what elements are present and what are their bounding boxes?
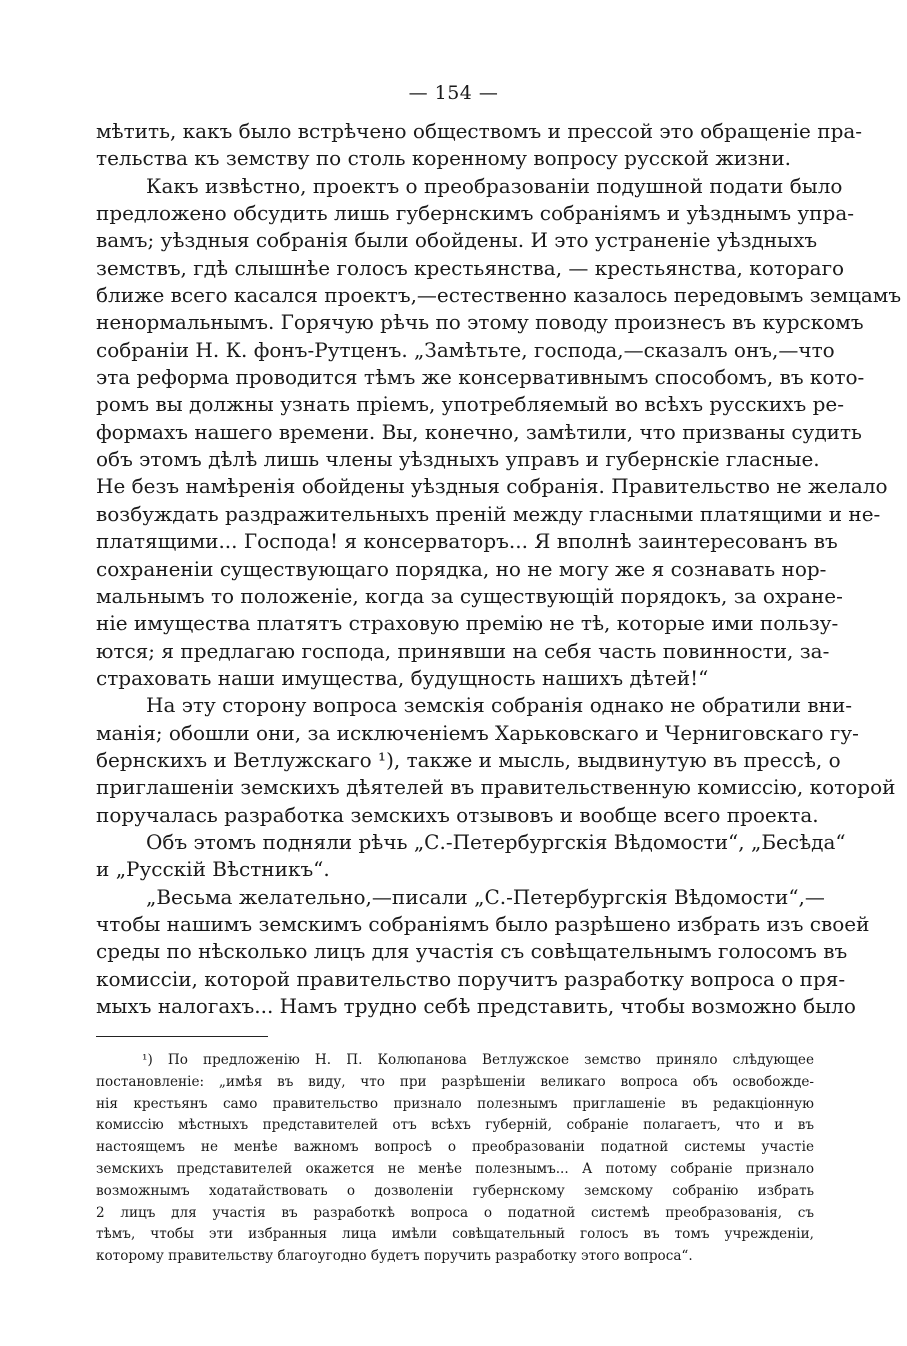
text-line: тельства къ земству по столь коренному вопросу русской жизни. [96, 146, 792, 171]
footnote-line: комиссію мѣстныхъ представителей отъ всѣхъ губерній, собраніе полагаетъ, что и въ [96, 1117, 814, 1134]
footnote-line: 2 лицъ для участія въ разработкѣ вопроса о податной системѣ преобразованія, съ [96, 1204, 814, 1221]
text-line: объ этомъ дѣлѣ лишь члены уѣздныхъ управъ и губернскіе гласные. [96, 447, 820, 472]
text-line: ромъ вы должны узнать пріемъ, употребляемый во всѣхъ русскихъ ре- [96, 392, 844, 417]
text-line: мѣтить, какъ было встрѣчено обществомъ и прессой это обращеніе пра- [96, 119, 863, 143]
footnote-divider [96, 1036, 268, 1037]
text-line: „Весьма желательно,—писали „С.-Петербургскія Вѣдомости“,— [146, 884, 825, 909]
text-line: платящими... Господа! я консерваторъ... Я вполнѣ заинтересованъ въ [96, 529, 838, 554]
text-line: земствъ, гдѣ слышнѣе голосъ крестьянства, — крестьянства, котораго [96, 255, 845, 280]
text-line: ненормальнымъ. Горячую рѣчь по этому поводу произнесъ въ курскомъ [96, 310, 864, 335]
text-line: Какъ извѣстно, проектъ о преобразованіи подушной подати было [146, 173, 843, 198]
footnote-line: тѣмъ, чтобы эти избранныя лица имѣли совѣщательный голосъ въ томъ учрежденіи, [96, 1226, 814, 1243]
text-line: среды по нѣсколько лицъ для участія съ совѣщательнымъ голосомъ въ [96, 939, 848, 964]
footnote-line: земскихъ представителей окажется не менѣе полезнымъ... А потому собраніе признало [96, 1160, 814, 1177]
page-number: — 154 — [408, 82, 499, 104]
text-line: возбуждать раздражительныхъ преній между гласными платящими и не- [96, 501, 881, 526]
footnote-line: нія крестьянъ само правительство признало полезнымъ приглашеніе въ редакціонную [96, 1095, 814, 1112]
text-line: и „Русскій Вѣстникъ“. [96, 857, 330, 882]
text-line: На эту сторону вопроса земскія собранія однако не обратили вни- [146, 693, 853, 718]
text-line: ніе имущества платятъ страховую премію не тѣ, которые ими пользу- [96, 611, 839, 636]
text-line: Объ этомъ подняли рѣчь „С.-Петербургскія Вѣдомости“, „Бесѣда“ [146, 829, 846, 854]
footnote-line: ¹) По предложенію Н. П. Колюпанова Ветлужское земство приняло слѣдующее [142, 1052, 814, 1068]
text-line: страховать наши имущества, будущность нашихъ дѣтей!“ [96, 665, 709, 690]
text-line: манія; обошли они, за исключеніемъ Харьковскаго и Черниговскаго гу- [96, 720, 859, 745]
footnote-line: которому правительству благоугодно будетъ поручить разработку этого вопроса“. [96, 1248, 693, 1265]
footnotes [96, 1050, 814, 1268]
text-line: комиссіи, которой правительство поручитъ разработку вопроса о пря- [96, 966, 846, 991]
footnote-line: постановленіе: „имѣя въ виду, что при разрѣшеніи великаго вопроса объ освобожде- [96, 1073, 814, 1090]
text-line: приглашеніи земскихъ дѣятелей въ правительственную комиссію, которой [96, 775, 896, 800]
text-line: ближе всего касался проектъ,—естественно казалось передовымъ земцамъ [96, 283, 902, 308]
text-line: мыхъ налогахъ... Намъ трудно себѣ представить, чтобы возможно было [96, 994, 856, 1018]
text-line: Не безъ намѣренія обойдены уѣздныя собранія. Правительство не желало [96, 474, 888, 499]
text-line: эта реформа проводится тѣмъ же консервативнымъ способомъ, въ кото- [96, 365, 865, 390]
text-line: чтобы нашимъ земскимъ собраніямъ было разрѣшено избрать изъ своей [96, 911, 870, 936]
text-line: сохраненіи существующаго порядка, но не могу же я сознавать нор- [96, 556, 827, 581]
text-line: бернскихъ и Ветлужскаго ¹), также и мысль, выдвинутую въ прессѣ, о [96, 747, 841, 772]
body-text [96, 118, 902, 1020]
text-line: мальнымъ то положеніе, когда за существующій порядокъ, за охране- [96, 583, 843, 608]
text-line: вамъ; уѣздныя собранія были обойдены. И это устраненіе уѣздныхъ [96, 228, 818, 253]
text-line: ются; я предлагаю господа, принявши на себя часть повинности, за- [96, 638, 830, 663]
text-line: формахъ нашего времени. Вы, конечно, замѣтили, что призваны судить [96, 419, 862, 444]
footnote-line: возможнымъ ходатайствовать о дозволеніи губернскому земскому собранію избрать [96, 1182, 814, 1199]
text-line: собраніи Н. К. фонъ-Рутценъ. „Замѣтьте, господа,—сказалъ онъ,—что [96, 337, 835, 362]
text-line: поручалась разработка земскихъ отзывовъ и вообще всего проекта. [96, 802, 819, 827]
footnote-line: настоящемъ не менѣе важномъ вопросѣ о преобразованіи податной системы участіе [96, 1139, 814, 1156]
text-line: предложено обсудить лишь губернскимъ собраніямъ и уѣзднымъ упра- [96, 201, 854, 226]
